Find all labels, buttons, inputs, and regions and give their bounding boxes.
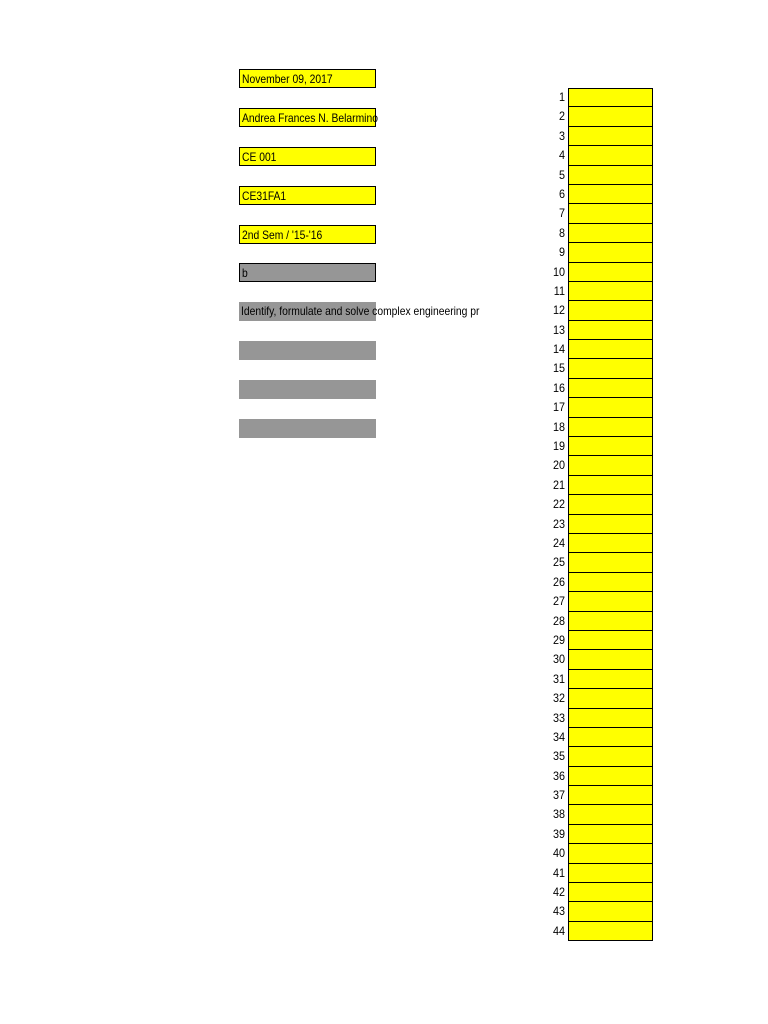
performance-indicator-2-row [0,380,520,400]
numbered-row [540,631,653,650]
numbered-row [540,243,653,262]
entry-cell[interactable] [568,495,653,514]
row-number: 18 [552,419,565,434]
collection-date-field[interactable] [239,225,376,244]
collection-date-value: 2nd Sem / '15-'16 [242,228,323,242]
entry-cell[interactable] [568,437,653,456]
numbered-row [540,767,653,786]
row-number: 35 [552,749,565,764]
numbered-row [540,883,653,902]
entry-cell[interactable] [568,340,653,359]
row-number: 8 [558,225,565,240]
row-number: 39 [552,826,565,841]
row-number: 36 [552,768,565,783]
entry-cell[interactable] [568,107,653,126]
row-number: 21 [552,477,565,492]
numbered-row [540,553,653,572]
entry-cell[interactable] [568,709,653,728]
numbered-row [540,612,653,631]
row-number: 12 [552,303,565,318]
row-number: 41 [552,865,565,880]
row-number: 23 [552,516,565,531]
numbered-row [540,437,653,456]
numbered-entry-column [540,88,653,941]
row-number: 16 [552,380,565,395]
entry-cell[interactable] [568,418,653,437]
row-number: 27 [552,594,565,609]
row-number: 20 [552,458,565,473]
student-outcome-row [0,263,520,283]
numbered-row [540,689,653,708]
performance-indicator-1-field[interactable] [239,341,376,360]
row-number: 3 [558,128,565,143]
numbered-row [540,185,653,204]
row-number: 9 [558,245,565,260]
numbered-row [540,224,653,243]
numbered-row [540,88,653,107]
numbered-row [540,340,653,359]
entry-cell[interactable] [568,670,653,689]
entry-cell[interactable] [568,631,653,650]
entry-cell[interactable] [568,263,653,282]
row-number: 14 [552,342,565,357]
collection-date-row [0,225,520,245]
row-number: 32 [552,691,565,706]
row-number: 37 [552,788,565,803]
performance-indicator-3-field[interactable] [239,419,376,438]
entry-cell[interactable] [568,728,653,747]
numbered-row [540,747,653,766]
row-number: 40 [552,846,565,861]
row-number: 5 [558,167,565,182]
row-number: 31 [552,671,565,686]
entry-cell[interactable] [568,204,653,223]
row-number: 19 [552,439,565,454]
row-number: 13 [552,322,565,337]
row-number: 25 [552,555,565,570]
performance-indicator-1-row [0,341,520,361]
entry-cell[interactable] [568,825,653,844]
numbered-row [540,805,653,824]
row-number: 44 [552,923,565,938]
row-number: 17 [552,400,565,415]
entry-cell[interactable] [568,243,653,262]
entry-cell[interactable] [568,359,653,378]
numbered-row [540,573,653,592]
row-number: 38 [552,807,565,822]
student-outcome-field[interactable] [239,263,376,282]
numbered-row [540,359,653,378]
course-value: CE 001 [242,150,277,164]
numbered-row [540,650,653,669]
date-row [0,69,520,89]
course-row [0,147,520,167]
entry-cell[interactable] [568,321,653,340]
row-number: 42 [552,885,565,900]
numbered-row [540,379,653,398]
student-outcome-value: b [242,266,248,280]
row-number: 1 [558,90,565,104]
row-number: 10 [552,264,565,279]
entry-cell[interactable] [568,786,653,805]
instructor-field[interactable] [239,108,376,127]
entry-cell[interactable] [568,88,653,107]
row-number: 34 [552,729,565,744]
row-number: 22 [552,497,565,512]
numbered-row [540,127,653,146]
date-field[interactable] [239,69,376,88]
entry-cell[interactable] [568,476,653,495]
entry-cell[interactable] [568,224,653,243]
row-number: 15 [552,361,565,376]
row-number: 11 [553,283,565,298]
numbered-row [540,902,653,921]
entry-cell[interactable] [568,592,653,611]
entry-cell[interactable] [568,379,653,398]
numbered-row [540,456,653,475]
instructor-value: Andrea Frances N. Belarmino [242,111,378,125]
numbered-row [540,495,653,514]
row-number: 28 [552,613,565,628]
entry-cell[interactable] [568,146,653,165]
numbered-row [540,592,653,611]
entry-cell[interactable] [568,282,653,301]
entry-cell[interactable] [568,747,653,766]
entry-cell[interactable] [568,864,653,883]
entry-cell[interactable] [568,689,653,708]
entry-cell[interactable] [568,650,653,669]
outcome-name-value: Identify, formulate and solve complex engineering pr [241,304,480,318]
outcome-name-field[interactable] [239,302,480,321]
entry-cell[interactable] [568,844,653,863]
numbered-row [540,786,653,805]
numbered-row [540,728,653,747]
entry-cell[interactable] [568,127,653,146]
section-field[interactable] [239,186,376,205]
section-row [0,186,520,206]
row-number: 33 [552,710,565,725]
numbered-row [540,146,653,165]
section-value: CE31FA1 [242,189,287,203]
numbered-row [540,864,653,883]
numbered-row [540,825,653,844]
course-field[interactable] [239,147,376,166]
numbered-row [540,476,653,495]
numbered-row [540,844,653,863]
numbered-row [540,282,653,301]
row-number: 43 [552,904,565,919]
performance-indicator-2-field[interactable] [239,380,376,399]
entry-cell[interactable] [568,553,653,572]
numbered-row [540,534,653,553]
entry-cell[interactable] [568,805,653,824]
row-number: 29 [552,632,565,647]
row-number: 26 [552,574,565,589]
performance-indicator-3-row [0,419,520,439]
entry-cell[interactable] [568,515,653,534]
outcome-name-row [0,302,520,322]
numbered-row [540,398,653,417]
entry-cell[interactable] [568,534,653,553]
numbered-row [540,321,653,340]
numbered-row [540,670,653,689]
entry-cell[interactable] [568,398,653,417]
numbered-row [540,515,653,534]
entry-cell[interactable] [568,767,653,786]
numbered-row [540,301,653,320]
entry-cell[interactable] [568,185,653,204]
entry-cell[interactable] [568,612,653,631]
entry-cell[interactable] [568,166,653,185]
numbered-row [540,204,653,223]
entry-cell[interactable] [568,301,653,320]
date-value: November 09, 2017 [242,72,333,86]
numbered-row [540,922,653,941]
instructor-row [0,108,520,128]
numbered-row [540,263,653,282]
row-number: 2 [558,109,565,124]
numbered-row [540,107,653,126]
row-number: 7 [558,206,565,221]
row-number: 24 [552,535,565,550]
row-number: 4 [558,148,565,163]
row-number: 6 [558,186,565,201]
numbered-row [540,418,653,437]
entry-cell[interactable] [568,456,653,475]
entry-cell[interactable] [568,922,653,941]
entry-cell[interactable] [568,902,653,921]
numbered-row [540,166,653,185]
entry-cell[interactable] [568,883,653,902]
numbered-row [540,709,653,728]
entry-cell[interactable] [568,573,653,592]
row-number: 30 [552,652,565,667]
